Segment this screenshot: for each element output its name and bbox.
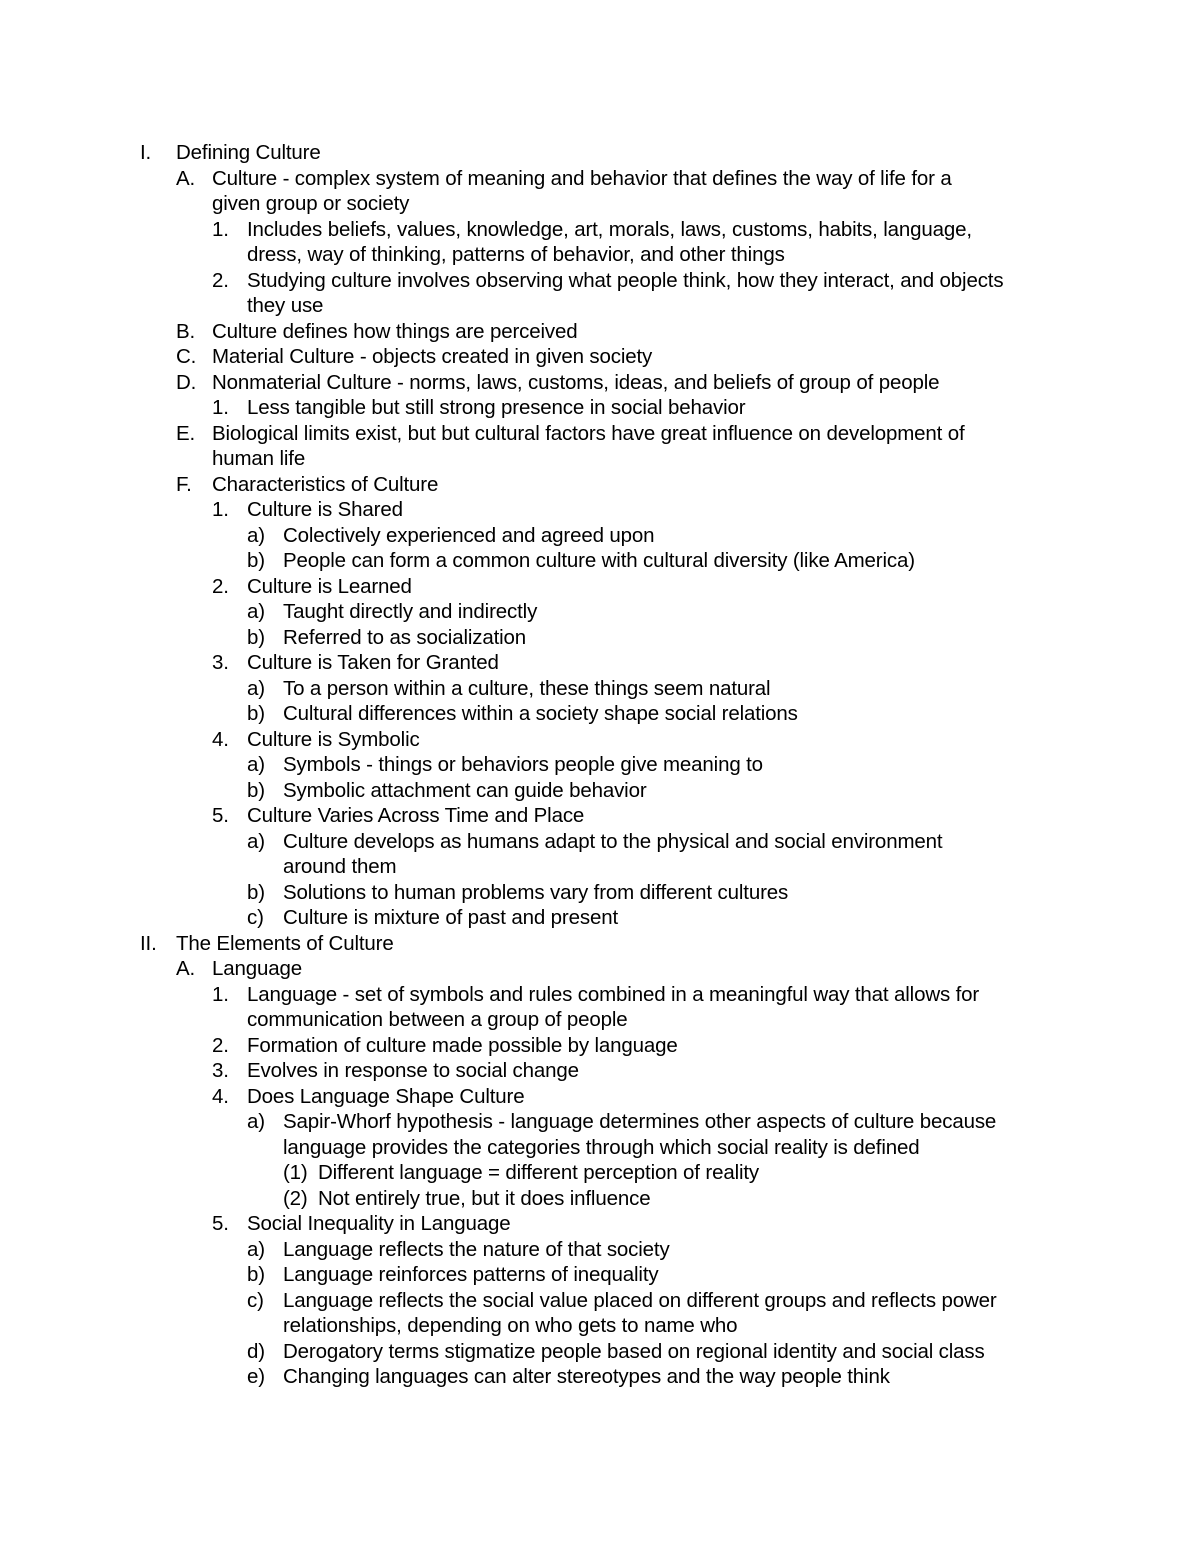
outline-text: around them [283,855,397,878]
outline-marker: a) [247,753,265,776]
outline-item-level-3 [0,268,1200,294]
outline-text: People can form a common culture with cultural diversity (like America) [283,549,915,572]
outline-text: language provides the categories through which social reality is defined [283,1135,920,1159]
outline-marker: 1. [212,396,229,419]
outline-item-level-3 [0,982,1200,1008]
outline-text: Different language = different perception of reality [318,1161,760,1184]
outline-text: Solutions to human problems vary from different cultures [283,880,789,904]
outline-continuation-line [0,191,1200,217]
outline-continuation-line [0,1007,1200,1033]
outline-marker: 2. [212,574,229,598]
outline-text: Symbolic attachment can guide behavior [283,778,647,802]
outline-item-level-3 [0,217,1200,243]
outline-text: Changing languages can alter stereotypes and the way people think [283,1365,890,1388]
outline-text: Derogatory terms stigmatize people based on regional identity and social class [283,1339,985,1363]
outline-text: given group or society [212,192,410,215]
outline-marker: 3. [212,1059,229,1082]
outline-continuation-line [0,242,1200,268]
outline-marker: b) [247,880,265,904]
outline-text: Culture Varies Across Time and Place [247,804,585,827]
outline-item-level-4 [0,625,1200,651]
outline-item-level-2 [0,956,1200,982]
outline-marker: (2) [283,1186,308,1210]
outline-marker: 3. [212,651,229,674]
outline-marker: 2. [212,1033,229,1057]
outline-marker: a) [247,1237,265,1261]
outline-item-level-5 [0,1160,1200,1186]
outline-text: Culture is mixture of past and present [283,906,618,929]
outline-marker: D. [176,370,197,394]
outline-marker: a) [247,1110,265,1133]
outline-text: dress, way of thinking, patterns of behavior, and other things [247,243,785,266]
outline-marker: C. [176,345,197,368]
outline-text: human life [212,447,306,470]
outline-marker: a) [247,523,265,547]
outline-marker: b) [247,702,265,725]
outline-item-level-4 [0,1288,1200,1314]
outline-text: Characteristics of Culture [212,472,439,496]
outline-continuation-line [0,1135,1200,1161]
outline-marker: b) [247,549,265,572]
outline-text: Less tangible but still strong presence in social behavior [247,396,746,419]
outline-item-level-1 [0,931,1200,957]
outline-continuation-line [0,293,1200,319]
outline-marker: a) [247,676,265,700]
outline-text: Culture - complex system of meaning and behavior that defines the way of life for a [212,166,952,190]
outline-item-level-4 [0,1339,1200,1365]
outline-text: Culture is Learned [247,574,412,598]
outline-item-level-4 [0,701,1200,727]
outline-item-level-3 [0,650,1200,676]
outline-text: Does Language Shape Culture [247,1084,525,1108]
outline-text: Language reinforces patterns of inequality [283,1263,659,1286]
outline-item-level-2 [0,344,1200,370]
outline-marker: b) [247,778,265,802]
outline-item-level-2 [0,472,1200,498]
outline-item-level-5 [0,1186,1200,1212]
outline-marker: B. [176,319,196,343]
outline-item-level-2 [0,370,1200,396]
outline-item-level-3 [0,574,1200,600]
outline-text: The Elements of Culture [176,931,394,955]
outline-item-level-4 [0,752,1200,778]
outline-text: Language - set of symbols and rules combined in a meaningful way that allows for [247,982,980,1006]
outline-marker: a) [247,829,265,853]
outline-item-level-4 [0,1262,1200,1288]
outline-marker: E. [176,421,196,445]
outline-item-level-3 [0,395,1200,421]
outline-marker: 1. [212,498,229,521]
outline-item-level-4 [0,548,1200,574]
outline-item-level-1 [0,140,1200,166]
outline-text: Biological limits exist, but but cultural factors have great influence on development of [212,421,965,445]
outline-marker: F. [176,472,192,496]
outline-text: To a person within a culture, these things seem natural [283,676,771,700]
outline-item-level-4 [0,599,1200,625]
outline-item-level-4 [0,778,1200,804]
outline-text: Taught directly and indirectly [283,600,538,623]
outline-marker: b) [247,1263,265,1286]
outline-text: relationships, depending on who gets to name who [283,1314,738,1337]
outline-item-level-3 [0,1211,1200,1237]
outline-item-level-2 [0,166,1200,192]
outline-text: Language reflects the nature of that society [283,1237,670,1261]
outline-continuation-line [0,1313,1200,1339]
outline-text: communication between a group of people [247,1008,628,1031]
outline-marker: b) [247,625,265,649]
outline-item-level-4 [0,905,1200,931]
outline-text: Nonmaterial Culture - norms, laws, customs, ideas, and beliefs of group of people [212,370,940,394]
outline-text: Culture is Taken for Granted [247,651,499,674]
outline-marker: c) [247,906,264,929]
outline-marker: d) [247,1339,265,1363]
outline-marker: A. [176,957,196,980]
outline-marker: c) [247,1288,264,1312]
outline-marker: 4. [212,1084,229,1108]
outline-text: Language [212,957,303,980]
outline-text: Sapir-Whorf hypothesis - language determines other aspects of culture because [283,1110,997,1133]
outline-text: Culture is Shared [247,498,403,521]
outline-item-level-4 [0,1237,1200,1263]
outline-text: Colectively experienced and agreed upon [283,523,655,547]
outline-item-level-3 [0,1058,1200,1084]
outline-marker: II. [140,931,157,955]
outline-list [0,140,1200,1390]
outline-text: Not entirely true, but it does influence [318,1186,651,1210]
outline-item-level-3 [0,1084,1200,1110]
outline-item-level-3 [0,803,1200,829]
outline-continuation-line [0,446,1200,472]
outline-item-level-2 [0,421,1200,447]
outline-text: Symbols - things or behaviors people give meaning to [283,753,763,776]
outline-text: Culture develops as humans adapt to the physical and social environment [283,829,943,853]
outline-item-level-4 [0,676,1200,702]
outline-continuation-line [0,854,1200,880]
outline-item-level-4 [0,523,1200,549]
outline-text: Studying culture involves observing what people think, how they interact, and objects [247,268,1004,292]
outline-marker: 1. [212,982,229,1006]
outline-marker: a) [247,600,265,623]
outline-item-level-3 [0,727,1200,753]
outline-marker: 5. [212,1212,229,1235]
outline-marker: (1) [283,1161,308,1184]
outline-item-level-4 [0,829,1200,855]
outline-text: Language reflects the social value placed on different groups and reflects power [283,1288,997,1312]
outline-item-level-3 [0,1033,1200,1059]
outline-marker: A. [176,166,196,190]
outline-text: they use [247,294,324,317]
outline-text: Material Culture - objects created in given society [212,345,653,368]
outline-marker: 4. [212,727,229,751]
outline-text: Social Inequality in Language [247,1212,511,1235]
outline-text: Formation of culture made possible by language [247,1033,678,1057]
outline-text: Includes beliefs, values, knowledge, art, morals, laws, customs, habits, language, [247,217,972,241]
outline-marker: 1. [212,217,229,241]
outline-item-level-2 [0,319,1200,345]
outline-text: Culture defines how things are perceived [212,319,578,343]
outline-text: Culture is Symbolic [247,727,420,751]
outline-item-level-4 [0,880,1200,906]
outline-item-level-4 [0,1109,1200,1135]
outline-item-level-3 [0,497,1200,523]
outline-item-level-4 [0,1364,1200,1390]
outline-marker: 2. [212,268,229,292]
outline-marker: e) [247,1365,265,1388]
outline-text: Referred to as socialization [283,625,527,649]
outline-marker: I. [140,141,152,164]
outline-marker: 5. [212,804,229,827]
outline-text: Evolves in response to social change [247,1059,579,1082]
outline-text: Cultural differences within a society shape social relations [283,702,798,725]
outline-text: Defining Culture [176,141,321,164]
